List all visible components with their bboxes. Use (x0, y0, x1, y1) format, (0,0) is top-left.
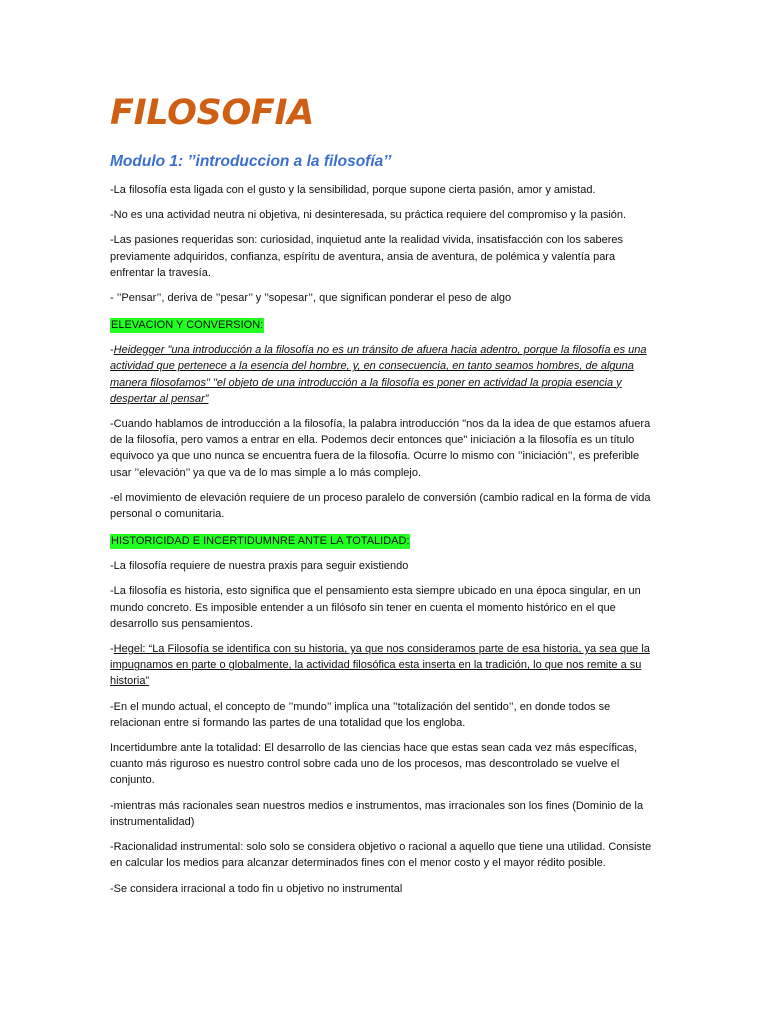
paragraph-incertidumbre: Incertidumbre ante la totalidad: El desarrollo de las ciencias hace que estas sean cada vez más específicas, cuanto más riguroso es nuestro control sobre cada uno de los procesos, mas descontrolado se vuelve el conjunto. (110, 742, 638, 787)
paragraph-pensar: - ’’Pensar’’, deriva de ’’pesar’’ y ’’sopesar’’, que significan ponderar el peso de algo (110, 292, 512, 305)
mundo-actual-c: el concepto de ’’mundo’’ implica una ’’totalización del sentido’’, en donde todos se relacionan entre si formando las partes de una totalidad que los engloba. (110, 700, 611, 729)
paragraph-elevacion: -el movimiento de elevación requiere de un proceso paralelo de conversión (cambio radical en la forma de vida personal o comunitaria. (110, 491, 651, 521)
section-heading-elevacion-wrap (110, 315, 658, 333)
section-heading-elevacion: ELEVACION Y CONVERSION: (111, 319, 264, 332)
paragraph-mundo-actual (110, 699, 658, 731)
paragraph-introduccion: -Cuando hablamos de introducción a la filosofía, la palabra introducción "nos da la idea de que estamos afuera de la filosofía, pero vamos a entrar en ella. Podemos decir entonces que" iniciación a la filosofía es un título equivoco ya que uno nunca se encuentra fuera de la filosofía. Ocurre lo mismo con ’’iniciación’’, es preferible usar ’’elevación’’ ya que va de lo mas simple a lo más complejo. (110, 418, 651, 479)
section-heading-historicidad-wrap (110, 531, 658, 549)
module-subtitle: Modulo 1: ’’introduccion a la filosofía’’ (110, 153, 392, 170)
document-page (110, 88, 658, 897)
hegel-quote (110, 641, 658, 690)
heidegger-quote (110, 342, 658, 407)
quote-prefix: - (110, 643, 114, 656)
paragraph-pasiones: -Las pasiones requeridas son: curiosidad, inquietud ante la realidad vivida, insatisfacción con los saberes previamente adquiridos, confianza, espíritu de aventura, ansia de aventura, de polémica y valentía para enfrentar la travesía. (110, 234, 624, 279)
paragraph-racionalidad-instrumental: -Racionalidad instrumental: solo solo se considera objetivo o racional a aquello que tiene una utilidad. Consiste en calcular los medios para alcanzar determinados fines con el menor costo y el mayor rédito posible. (110, 841, 652, 870)
paragraph-neutral: -No es una actividad neutra ni objetiva, ni desinteresada, su práctica requiere del compromiso y la pasión. (110, 209, 627, 222)
hegel-quote-text: Hegel: “La Filosofía se identifica con su historia, ya que nos consideramos parte de esa historia, ya sea que la impugnamos en parte o globalmente, la actividad filosófica esta inserta en la tradición, lo que nos remite a su historia” (110, 643, 650, 688)
document-title: FILOSOFIA (110, 93, 315, 133)
paragraph-praxis: -La filosofía requiere de nuestra praxis para seguir existiendo (110, 560, 409, 573)
mundo-actual-a: -En el mundo actual (110, 700, 208, 713)
mundo-actual-comma: , (207, 700, 211, 713)
paragraph-historia: -La filosofía es historia, esto significa que el pensamiento esta siempre ubicado en una época singular, en un mundo concreto. Es imposible entender a un filósofo sin tener en cuenta el momento histórico en el que desarrollo sus pensamientos. (110, 585, 641, 630)
section-heading-historicidad: HISTORICIDAD E INCERTIDUMNRE ANTE LA TOTALIDAD: (111, 535, 410, 548)
paragraph-irracional: -Se considera irracional a todo fin u objetivo no instrumental (110, 882, 403, 895)
quote-prefix: - (110, 344, 114, 357)
heidegger-quote-text: Heidegger "una introducción a la filosofía no es un tránsito de afuera hacia adentro, porque la filosofía es una actividad que pertenece a la esencia del hombre, y, en consecuencia, en tanto seamos hombres, de alguna manera filosofamos" "el objeto de una introducción a la filosofía es poner en actividad la propia esencia y despertar al pensar” (110, 344, 647, 405)
paragraph-passion: -La filosofía esta ligada con el gusto y la sensibilidad, porque supone cierta pasión, amor y amistad. (110, 184, 596, 196)
paragraph-racionales: -mientras más racionales sean nuestros medios e instrumentos, mas irracionales son los fines (Dominio de la instrumentalidad) (110, 799, 644, 828)
